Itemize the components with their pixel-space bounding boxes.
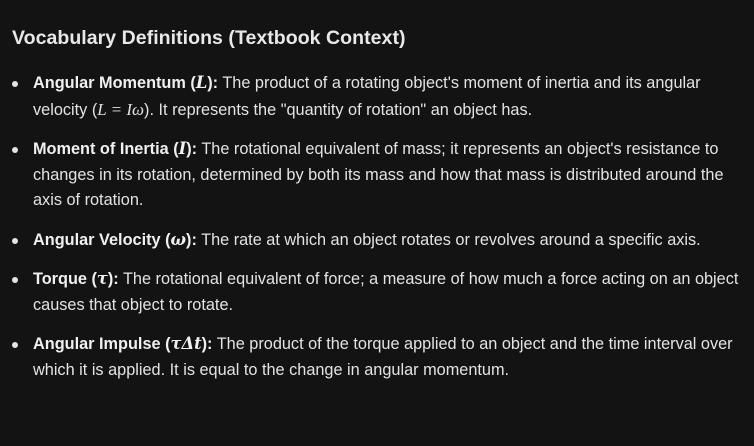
definition-text-after: ). It represents the "quantity of rotation" an object has. [144,100,533,119]
definition-text: The rate at which an object rotates or revolves around a specific axis. [201,230,701,249]
term-label: Angular Momentum (L): [33,73,219,92]
term-label: Angular Impulse (τΔt): [33,334,213,353]
definition-angular-impulse [12,331,746,383]
bullet-icon [12,147,18,153]
term-name: Angular Momentum [33,74,186,92]
term-name: Angular Velocity [33,230,161,249]
definition-torque [12,266,746,318]
definition-text: The product of the torque applied to an object and the time interval over which it is applied. It is equal to the change in angular momentum. [33,335,733,379]
term-symbol: τΔt [170,334,202,353]
bullet-icon [12,238,18,244]
term-label: Moment of Inertia (I): [33,139,198,158]
term-symbol: L [195,73,208,92]
section-title: Vocabulary Definitions (Textbook Context) [12,27,406,49]
term-label: Torque (τ): [33,269,119,288]
definition-angular-velocity [12,227,746,254]
definition-moment-of-inertia [12,136,746,214]
definitions-list [12,70,746,383]
term-symbol: I [178,139,187,158]
definitions-panel [12,24,746,396]
bullet-icon [12,277,18,283]
definition-text-before: The product of a rotating object's moment of inertia and its angular velocity ( [33,74,701,119]
definition-text: The rotational equivalent of force; a measure of how much a force acting on an object causes that object to rotate. [33,270,739,314]
term-symbol: τ [96,269,108,288]
definition-text: The rotational equivalent of mass; it represents an object's resistance to changes in its rotation, determined by both its mass and how that mass is distributed around the axis of rotation. [33,140,724,209]
bullet-icon [12,81,18,87]
formula: L = Iω [97,99,145,119]
term-name: Moment of Inertia [33,140,169,158]
term-label: Angular Velocity (ω): [33,229,197,249]
term-name: Torque [33,270,87,288]
bullet-icon [12,342,18,348]
definition-angular-momentum [12,70,746,123]
term-name: Angular Impulse [33,335,161,353]
term-symbol: ω [170,229,187,249]
